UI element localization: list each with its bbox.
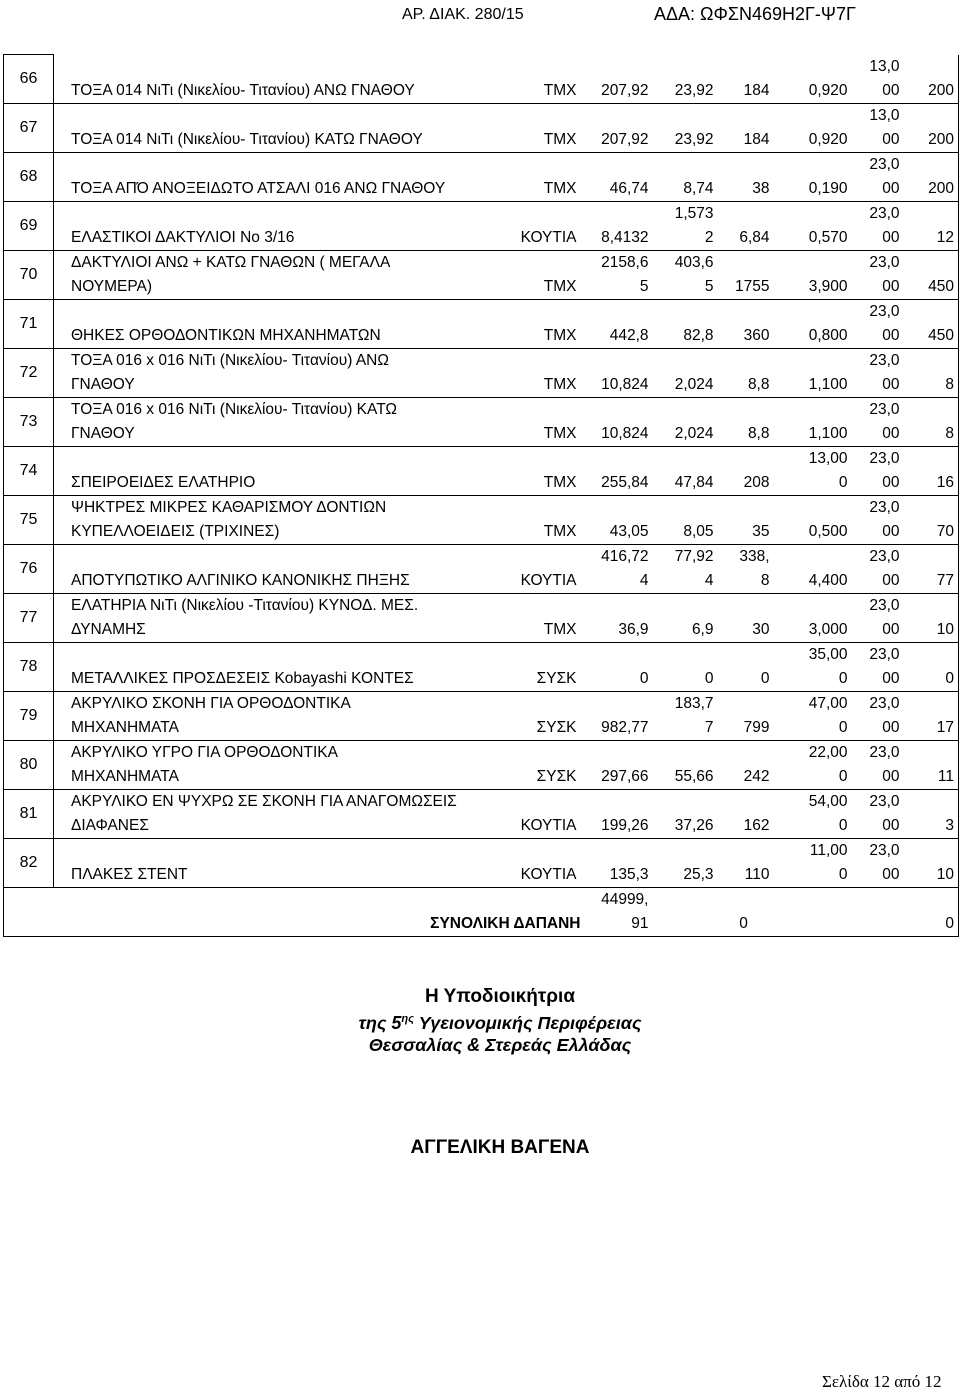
value-cell: 23,92 xyxy=(653,104,718,153)
item-description: ΑΚΡΥΛΙΚΟ ΕΝ ΨΥΧΡΩ ΣΕ ΣΚΟΝΗ ΓΙΑ ΑΝΑΓΟΜΩΣΕΙΣ ΔΙΑΦΑΝΕΣ xyxy=(54,790,501,839)
item-description: ΠΛΑΚΕΣ ΣΤΕΝΤ xyxy=(54,839,501,888)
row-number: 66 xyxy=(4,55,54,104)
value-cell: 3 xyxy=(904,790,959,839)
row-number: 72 xyxy=(4,349,54,398)
row-number: 81 xyxy=(4,790,54,839)
item-description: ΤΟΞΑ 014 ΝιΤι (Νικελίου- Τιτανίου) ΑΝΩ ΓΝΑΘΟΥ xyxy=(54,55,501,104)
item-description: ΔΑΚΤΥΛΙΟΙ ΑΝΩ + ΚΑΤΩ ΓΝΑΘΩΝ ( ΜΕΓΑΛΑ ΝΟΥΜΕΡΑ) xyxy=(54,251,501,300)
value-cell: 255,84 xyxy=(581,447,653,496)
item-description: ΤΟΞΑ 016 x 016 ΝιΤι (Νικελίου- Τιτανίου) ΚΑΤΩ ΓΝΑΘΟΥ xyxy=(54,398,501,447)
value-cell: 1,100 xyxy=(774,398,852,447)
ada-reference: ΑΔΑ: ΩΦΣΝ469Η2Γ-Ψ7Γ xyxy=(654,4,856,24)
value-cell: 70 xyxy=(904,496,959,545)
value-cell: 207,92 xyxy=(581,104,653,153)
item-description: ΤΟΞΑ 014 ΝιΤι (Νικελίου- Τιτανίου) ΚΑΤΩ ΓΝΑΘΟΥ xyxy=(54,104,501,153)
row-number: 69 xyxy=(4,202,54,251)
value-cell: 799 xyxy=(718,692,774,741)
item-description: ΘΗΚΕΣ ΟΡΘΟΔΟΝΤΙΚΩΝ ΜΗΧΑΝΗΜΑΤΩΝ xyxy=(54,300,501,349)
value-cell: 47,00 0 xyxy=(774,692,852,741)
item-description: ΕΛΑΣΤΙΚΟΙ ΔΑΚΤΥΛΙΟΙ Νο 3/16 xyxy=(54,202,501,251)
row-number: 70 xyxy=(4,251,54,300)
value-cell: 8 xyxy=(904,349,959,398)
value-cell: 35,00 0 xyxy=(774,643,852,692)
items-table xyxy=(3,54,959,937)
value-cell: 360 xyxy=(718,300,774,349)
unit-cell: ΣΥΣΚ xyxy=(501,643,581,692)
value-cell: 23,0 00 xyxy=(852,839,904,888)
value-cell: 4,400 xyxy=(774,545,852,594)
value-cell: 208 xyxy=(718,447,774,496)
value-cell: 242 xyxy=(718,741,774,790)
table-row xyxy=(4,692,959,741)
value-cell: 416,72 4 xyxy=(581,545,653,594)
value-cell: 13,0 00 xyxy=(852,55,904,104)
value-cell: 46,74 xyxy=(581,153,653,202)
table-row xyxy=(4,398,959,447)
table-row xyxy=(4,594,959,643)
protocol-reference: ΑΡ. ΔΙΑΚ. 280/15 xyxy=(402,6,524,23)
table-row xyxy=(4,643,959,692)
value-cell: 23,0 00 xyxy=(852,251,904,300)
value-cell: 8,4132 xyxy=(581,202,653,251)
unit-cell: ΤΜΧ xyxy=(501,55,581,104)
value-cell: 55,66 xyxy=(653,741,718,790)
value-cell: 8,8 xyxy=(718,349,774,398)
value-cell: 38 xyxy=(718,153,774,202)
value-cell: 47,84 xyxy=(653,447,718,496)
item-description: ΣΠΕΙΡΟΕΙΔΕΣ ΕΛΑΤΗΡΙΟ xyxy=(54,447,501,496)
item-description: ΑΚΡΥΛΙΚΟ ΥΓΡΟ ΓΙΑ ΟΡΘΟΔΟΝΤΙΚΑ ΜΗΧΑΝΗΜΑΤΑ xyxy=(54,741,501,790)
unit-cell: ΣΥΣΚ xyxy=(501,692,581,741)
value-cell: 35 xyxy=(718,496,774,545)
value-cell: 8,74 xyxy=(653,153,718,202)
unit-cell: ΚΟΥΤΙΑ xyxy=(501,545,581,594)
value-cell: 23,0 00 xyxy=(852,447,904,496)
value-cell: 22,00 0 xyxy=(774,741,852,790)
value-cell: 0 xyxy=(581,643,653,692)
row-number: 82 xyxy=(4,839,54,888)
value-cell: 135,3 xyxy=(581,839,653,888)
unit-cell: ΣΥΣΚ xyxy=(501,741,581,790)
value-cell: 450 xyxy=(904,300,959,349)
value-cell: 200 xyxy=(904,104,959,153)
page-header xyxy=(0,0,960,32)
value-cell: 207,92 xyxy=(581,55,653,104)
row-number: 80 xyxy=(4,741,54,790)
item-description: ΤΟΞΑ ΑΠΌ ΑΝΟΞΕΙΔΩΤΟ ΑΤΣΑΛΙ 016 ΑΝΩ ΓΝΑΘΟΥ xyxy=(54,153,501,202)
value-cell: 43,05 xyxy=(581,496,653,545)
value-cell: 2,024 xyxy=(653,349,718,398)
value-cell: 0,190 xyxy=(774,153,852,202)
item-description: ΨΗΚΤΡΕΣ ΜΙΚΡΕΣ ΚΑΘΑΡΙΣΜΟΥ ΔΟΝΤΙΩΝ ΚΥΠΕΛΛΟΕΙΔΕΙΣ (ΤΡΙΧΙΝΕΣ) xyxy=(54,496,501,545)
total-value: 0 xyxy=(718,888,774,937)
value-cell: 25,3 xyxy=(653,839,718,888)
value-cell: 17 xyxy=(904,692,959,741)
value-cell: 23,0 00 xyxy=(852,741,904,790)
value-cell: 450 xyxy=(904,251,959,300)
row-number: 74 xyxy=(4,447,54,496)
value-cell: 3,900 xyxy=(774,251,852,300)
value-cell: 3,000 xyxy=(774,594,852,643)
value-cell: 200 xyxy=(904,153,959,202)
value-cell: 297,66 xyxy=(581,741,653,790)
unit-cell: ΤΜΧ xyxy=(501,300,581,349)
value-cell: 110 xyxy=(718,839,774,888)
unit-cell: ΚΟΥΤΙΑ xyxy=(501,839,581,888)
unit-cell: ΤΜΧ xyxy=(501,349,581,398)
value-cell: 0,570 xyxy=(774,202,852,251)
value-cell: 82,8 xyxy=(653,300,718,349)
value-cell: 1,573 2 xyxy=(653,202,718,251)
table-row xyxy=(4,496,959,545)
value-cell: 10,824 xyxy=(581,349,653,398)
table-row xyxy=(4,545,959,594)
item-description: ΕΛΑΤΗΡΙΑ ΝιΤι (Νικελίου -Τιτανίου) ΚΥΝΟΔ. ΜΕΣ. ΔΥΝΑΜΗΣ xyxy=(54,594,501,643)
row-number: 79 xyxy=(4,692,54,741)
value-cell: 982,77 xyxy=(581,692,653,741)
value-cell: 0,920 xyxy=(774,104,852,153)
total-value: 44999, 91 xyxy=(581,888,653,937)
signature-organization: της $5^{\eta\varsigma}$ Υγειονομικής Περιφέρειας xyxy=(358,1013,642,1033)
table-row xyxy=(4,790,959,839)
value-cell: 23,0 00 xyxy=(852,692,904,741)
value-cell: 54,00 0 xyxy=(774,790,852,839)
empty-cell xyxy=(774,888,852,937)
value-cell: 1,100 xyxy=(774,349,852,398)
unit-cell: ΚΟΥΤΙΑ xyxy=(501,790,581,839)
table-row xyxy=(4,741,959,790)
row-number: 67 xyxy=(4,104,54,153)
value-cell: 23,0 00 xyxy=(852,349,904,398)
row-number: 73 xyxy=(4,398,54,447)
value-cell: 16 xyxy=(904,447,959,496)
table-row xyxy=(4,202,959,251)
value-cell: 8 xyxy=(904,398,959,447)
total-row xyxy=(4,888,959,937)
item-description: ΑΠΟΤΥΠΩΤΙΚΟ ΑΛΓΙΝΙΚΟ ΚΑΝΟΝΙΚΗΣ ΠΗΞΗΣ xyxy=(54,545,501,594)
value-cell: 23,0 00 xyxy=(852,202,904,251)
value-cell: 442,8 xyxy=(581,300,653,349)
value-cell: 184 xyxy=(718,55,774,104)
value-cell: 10,824 xyxy=(581,398,653,447)
value-cell: 11,00 0 xyxy=(774,839,852,888)
value-cell: 1755 xyxy=(718,251,774,300)
item-description: ΜΕΤΑΛΛΙΚΕΣ ΠΡΟΣΔΕΣΕΙΣ Kobayashi ΚΟΝΤΕΣ xyxy=(54,643,501,692)
value-cell: 162 xyxy=(718,790,774,839)
page-number: Σελίδα 12 από 12 xyxy=(822,1372,942,1391)
unit-cell: ΤΜΧ xyxy=(501,447,581,496)
value-cell: 338, 8 xyxy=(718,545,774,594)
value-cell: 6,84 xyxy=(718,202,774,251)
unit-cell: ΚΟΥΤΙΑ xyxy=(501,202,581,251)
row-number: 75 xyxy=(4,496,54,545)
unit-cell: ΤΜΧ xyxy=(501,104,581,153)
value-cell: 23,0 00 xyxy=(852,594,904,643)
value-cell: 0 xyxy=(904,643,959,692)
table-row xyxy=(4,153,959,202)
value-cell: 10 xyxy=(904,594,959,643)
value-cell: 10 xyxy=(904,839,959,888)
table-row xyxy=(4,104,959,153)
table-row xyxy=(4,300,959,349)
value-cell: 2158,6 5 xyxy=(581,251,653,300)
value-cell: 23,92 xyxy=(653,55,718,104)
value-cell: 13,0 00 xyxy=(852,104,904,153)
total-value: 0 xyxy=(904,888,959,937)
table-row xyxy=(4,447,959,496)
table-row xyxy=(4,251,959,300)
unit-cell: ΤΜΧ xyxy=(501,594,581,643)
value-cell: 0 xyxy=(653,643,718,692)
value-cell: 37,26 xyxy=(653,790,718,839)
item-description: ΤΟΞΑ 016 x 016 ΝιΤι (Νικελίου- Τιτανίου) ΑΝΩ ΓΝΑΘΟΥ xyxy=(54,349,501,398)
table-row xyxy=(4,349,959,398)
value-cell: 23,0 00 xyxy=(852,545,904,594)
row-number: 78 xyxy=(4,643,54,692)
signature-title: Η Υποδιοικήτρια xyxy=(424,986,576,1007)
table-body xyxy=(4,55,959,937)
value-cell: 77,92 4 xyxy=(653,545,718,594)
value-cell: 2,024 xyxy=(653,398,718,447)
value-cell: 0,800 xyxy=(774,300,852,349)
item-description: ΑΚΡΥΛΙΚΟ ΣΚΟΝΗ ΓΙΑ ΟΡΘΟΔΟΝΤΙΚΑ ΜΗΧΑΝΗΜΑΤΑ xyxy=(54,692,501,741)
value-cell: 8,8 xyxy=(718,398,774,447)
table-row xyxy=(4,839,959,888)
value-cell: 23,0 00 xyxy=(852,153,904,202)
value-cell: 77 xyxy=(904,545,959,594)
value-cell: 0,500 xyxy=(774,496,852,545)
value-cell: 11 xyxy=(904,741,959,790)
value-cell: 23,0 00 xyxy=(852,496,904,545)
value-cell: 199,26 xyxy=(581,790,653,839)
value-cell: 12 xyxy=(904,202,959,251)
value-cell: 184 xyxy=(718,104,774,153)
value-cell: 6,9 xyxy=(653,594,718,643)
empty-cell xyxy=(852,888,904,937)
unit-cell: ΤΜΧ xyxy=(501,398,581,447)
unit-cell: ΤΜΧ xyxy=(501,251,581,300)
unit-cell: ΤΜΧ xyxy=(501,496,581,545)
value-cell: 200 xyxy=(904,55,959,104)
value-cell: 36,9 xyxy=(581,594,653,643)
signatory-name: ΑΓΓΕΛΙΚΗ ΒΑΓΕΝΑ xyxy=(410,1137,590,1158)
value-cell: 8,05 xyxy=(653,496,718,545)
signature-region: Θεσσαλίας & Στερεάς Ελλάδας xyxy=(368,1035,632,1055)
value-cell: 23,0 00 xyxy=(852,643,904,692)
value-cell: 23,0 00 xyxy=(852,300,904,349)
value-cell: 23,0 00 xyxy=(852,790,904,839)
row-number: 76 xyxy=(4,545,54,594)
table-row xyxy=(4,55,959,104)
row-number: 68 xyxy=(4,153,54,202)
empty-cell xyxy=(653,888,718,937)
value-cell: 30 xyxy=(718,594,774,643)
total-label: ΣΥΝΟΛΙΚΗ ΔΑΠΑΝΗ xyxy=(4,888,581,937)
unit-cell: ΤΜΧ xyxy=(501,153,581,202)
row-number: 77 xyxy=(4,594,54,643)
value-cell: 0 xyxy=(718,643,774,692)
value-cell: 13,00 0 xyxy=(774,447,852,496)
value-cell: 403,6 5 xyxy=(653,251,718,300)
value-cell: 183,7 7 xyxy=(653,692,718,741)
value-cell: 23,0 00 xyxy=(852,398,904,447)
value-cell: 0,920 xyxy=(774,55,852,104)
row-number: 71 xyxy=(4,300,54,349)
